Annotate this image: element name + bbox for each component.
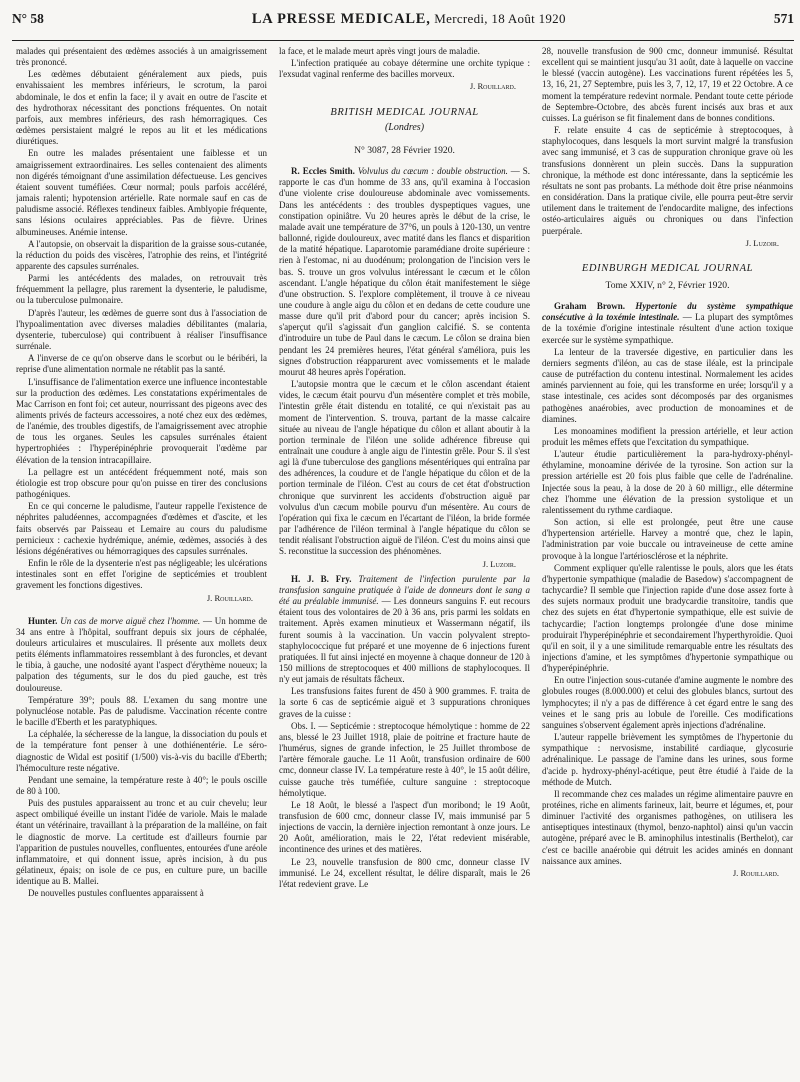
paragraph: Son action, si elle est prolongée, peut être une cause d'hypertension artérielle. Harvey a montré que, chez le lapin, l'administration par voie buccale ou intraveineuse de cette amine provoque à la longue l'artériosclérose et la néphrite.	[542, 517, 793, 561]
paragraph: Le 23, nouvelle transfusion de 800 cmc, donneur classe IV immunisé. Le 24, excellent résultat, le délire disparaît, mais le 26 l'état redevient grave. Le	[279, 856, 530, 889]
signature: J. Luzoir.	[745, 237, 779, 248]
article-text: — Les donneurs sanguins F. eut recours étaient tous des volontaires de 20 à 36 ans, pris parmi les soldats en traitement. Après examen minutieux et Wassermann négatif, ils furent soumis à la vaccination. Un vaccin polyvalent strepto-staphylococcique fut préparé et une moyenne de 6 injections furent pratiquées. Il fut ainsi injecté en moyenne à chaque donneur de 120 à 150 millions de streptocoques et 400 millions de staphylocoques. Il n'y eut jamais de résultats fâcheux.	[279, 596, 530, 685]
paragraph: En ce qui concerne le paludisme, l'auteur rappelle l'existence de néphrites paludéennes, accompagnées d'œdèmes et d'ascite, et les faits observés par Paisseau et Lemaire au cours du paludisme pernicieux : cachexie hydrémique, anémie, œdèmes, associés à des lésions dégénératives ou hémorragiques des capsules surrénales.	[16, 501, 267, 556]
masthead	[252, 11, 566, 28]
paragraph: Puis des pustules apparaissent au tronc et au cuir chevelu; leur aspect ombiliqué éveille un instant l'idée de variole. Mais le malade étant un vétérinaire, travaillant à la préparation de la malléine, on fait le diagnostic de morve. La certitude est d'ailleurs fournie par l'apparition de pustules nouvelles, confluentes, entourées d'une aréole inflammatoire, et qui donnent issue, après incision, à du pus gélatineux, épais; on isole de ce pus, en culture pure, un bacille identique au B. Mallei.	[16, 798, 267, 887]
paragraph: Parmi les antécédents des malades, on retrouvait très fréquemment la pellagre, plus rarement la dysenterie, le paludisme, ou la tuberculose pulmonaire.	[16, 273, 267, 306]
paragraph: L'auteur étudie particulièrement la para-hydroxy-phényl-éthylamine, monoamine dérivée de la tyrosine. Son action sur la pression artérielle est 20 fois plus faible que celle de l'adrénaline. Injectée sous la peau, à la dose de 20 à 60 milligr., elle détermine chez l'homme une élévation de la pression systolique et un ralentissement du rythme cardiaque.	[542, 449, 793, 515]
article-author: H. J. B. Fry.	[291, 573, 352, 584]
spacer	[16, 608, 267, 616]
article-text: — La plupart des symptômes de la toxémie d'origine intestinale résultent d'une action toxique exercée sur le système sympathique.	[542, 312, 793, 345]
article-title: Traitement de l'infection purulente par la transfusion sanguine pratiquée à l'aide de donneurs dont le sang a été au préalable immunisé.	[279, 573, 530, 607]
article-title: Volvulus du cæcum : double obstruction.	[357, 166, 508, 177]
paragraph: Pendant une semaine, la température reste à 40°; le pouls oscille de 80 à 100.	[16, 774, 267, 796]
paragraph: A l'autopsie, on observait la disparition de la graisse sous-cutanée, la réduction du poids des viscères, l'atrophie des reins, et l'intégrité apparente des capsules surrénales.	[16, 238, 267, 271]
paragraph: Enfin le rôle de la dysenterie n'est pas négligeable; les ulcérations intestinales sont en effet l'origine de septicémies et troublent gravement les fonctions digestives.	[16, 558, 267, 591]
issue-date: Mercredi, 18 Août 1920	[434, 10, 566, 26]
paragraph: Comment expliquer qu'elle ralentisse le pouls, alors que les états d'hypertonie sympathique (maladie de Basedow) s'accompagnent de tachycardie? Il semble que l'injection rapide d'une dose assez forte à des sujets normaux produit une bradycardie transitoire, tandis que chez des sujets en état d'hypertonie sympathique, elle est suivie de tachycardie; l'action longtemps prolongée d'une dose minime produirait l'hyperépinéphrie et secondairement l'hyperthyroïdie. Quoi qu'il en soit, il y a une similitude remarquable entre les résultats des injections d'amine, et les symptômes d'hypertonie sympathique ou d'hyperépinéphrie.	[542, 562, 793, 674]
paragraph: Il recommande chez ces malades un régime alimentaire pauvre en protéines, riche en aliments farineux, lait, beurre et légumes, et, pour diminuer l'activité des organismes pathogènes, on utilisera les antiseptiques intestinaux (thymol, benzo-naphtol) ainsi qu'un vaccin autogène, préparé avec le B. aminophilus intestinalis (Berthelot), car c'est ce bacille anaérobie qui détruit les acides aminés en donnant naissance aux amines.	[542, 788, 793, 866]
paragraph: Le 18 Août, le blessé a l'aspect d'un moribond; le 19 Août, transfusion de 600 cmc, donneur classe IV, mais immunisé par 5 injections de vaccin, la dernière injection remontant à onze jours. Le 20 Août, amélioration, mais le 22, l'état redevient misérable, incontinence des urines et des matières.	[279, 799, 530, 855]
article-lead	[279, 574, 530, 686]
header-rule	[12, 40, 794, 41]
column-1	[16, 46, 267, 1078]
paragraph: Les transfusions faites furent de 450 à 900 grammes. F. traita de la sorte 6 cas de septicémie aiguë et 3 suppurations chroniques graves de la cuisse :	[279, 686, 530, 719]
article-author: R. Eccles Smith.	[291, 166, 355, 177]
paragraph: En outre les malades présentaient une faiblesse et un amaigrissement extraordinaires. Les selles contenaient des aliments non digérés témoignant d'une assimilation défectueuse. Les gencives étaient souvent tuméfiées. Cœur normal; pouls parfois accéléré, jamais ralenti; hypotension artérielle. Rate normale sauf en cas de paludisme associé. Réflexes tendineux faibles. Amblyopie fréquente, sans lésions oculaires appréciables. Pas de fièvre. Urines albumineuses. Anémie intense.	[16, 148, 267, 237]
columns	[16, 46, 794, 1078]
signature: J. Luzoir.	[482, 558, 516, 569]
paragraph: F. relate ensuite 4 cas de septicémie à streptocoques, à staphylocoques, dans lesquels la mort survint malgré la transfusion avec sang immunisé, et 3 cas de suppuration chronique grave où les transfusions donnèrent un plein succès. Dans la suppuration chronique, la méthode est donc intéressante, dans la septicémie les résultats ne sont pas probants. La méthode doit être prise néanmoins en considération. Dans la pratique civile, elle pourra peut-être servir utilement dans le traitement de l'endocardite maligne, des infections ostéo-articulaires aiguës ou chroniques ou dans l'infection puerpérale.	[542, 125, 793, 236]
article-text: — S. rapporte le cas d'un homme de 33 ans, qu'il examina à l'occasion d'une violente crise douloureuse abdominale avec vomissements. Dans les antécédents : des troubles dyspeptiques vagues, une constipation opiniâtre. Vu 20 heures après le début de la crise, le malade avait une température de 37°6, un pouls à 120-130, un ventre ballonné, rigide douloureux, avec matité dans les flancs et disparition de la matité hépatique. Laparotomie paramédiane droite supérieure : rien à l'estomac, ni au duodénum; prolongation de l'incision vers le bas. S. trouve un gros volvulus intéressant le cæcum et le côlon ascendant. L'angle hépatique du côlon était manifestement le siège d'une obstruction. S. l'explore complètement, il trouve à ce niveau une coudure à angle aigu du côlon et en dedans de cette coudure une masse dure qu'il prit d'abord pour du cancer; après incision S. s'aperçut qu'il s'agissait d'un ganglion calcifié. S. se contenta d'introduire un tube de Paul dans le cæcum. Le côlon se draina bien pendant les 24 premières heures, l'état général s'améliora, puis les signes d'obstruction réapparurent avec vomissements et le malade mourut 48 heures après l'opération.	[279, 166, 530, 377]
paragraph: L'infection pratiquée au cobaye détermine une orchite typique : l'exsudat vaginal renferme des bacilles morveux.	[279, 58, 530, 80]
paragraph: A l'inverse de ce qu'on observe dans le scorbut ou le béribéri, la reprise d'une alimentation normale ne rétablit pas la santé.	[16, 353, 267, 375]
paragraph: La céphalée, la sécheresse de la langue, la dissociation du pouls et de la température font penser à une dothiénentérie. Le séro-diagnostic de Widal est positif (1/500) vis-à-vis du bacille d'Eberth; l'hémoculture reste négative.	[16, 729, 267, 773]
paragraph: Les monoamines modifient la pression artérielle, et leur action produit les mêmes effets que l'excitation du sympathique.	[542, 425, 793, 447]
signature: J. Rouillard.	[732, 867, 779, 878]
paragraph: D'après l'auteur, les œdèmes de guerre sont dus à l'association de l'hypoalimentation avec diverses maladies débilitantes (malaria, dysenterie, tuberculose) qui contribuent à réaliser l'insuffisance surrénale.	[16, 307, 267, 352]
journal-title: LA PRESSE MEDICALE,	[251, 10, 431, 27]
article-title: Hypertonie du système sympathique consécutive à la toxémie intestinale.	[542, 301, 793, 323]
paragraph: 28, nouvelle transfusion de 900 cmc, donneur immunisé. Résultat excellent qui se maintient jusqu'au 31 août, date à laquelle on vaccine le blessé (vaccin autogène). Les vaccinations furent répétées les 5, 13, 16, 21, 27 Septembre, puis les 3, 7, 12, 17, 19 et 22 Octobre. A ce moment la température redevint normale. Pendant toute cette période de Septembre-Octobre, des abcès furent incisés aux bras et aux cuisses. La guérison se fit finalement dans de bonnes conditions.	[542, 46, 793, 123]
paragraph: La lenteur de la traversée digestive, en particulier dans les derniers segments d'iléon, au cas de stase iléale, est la principale cause de putréfaction du contenu intestinal. Normalement les acides aminés parviennent au foie, qui les transforme en urée; lorsqu'il y a stase intestinale, ces acides sont décomposés par des organismes pathogènes anaérobies, avec production de monoamines et de diamines.	[542, 346, 793, 424]
article-title: Un cas de morve aiguë chez l'homme.	[60, 615, 201, 626]
paragraph: En outre l'injection sous-cutanée d'amine augmente le nombre des globules rouges (8.000.000) et celui des globules blancs, surtout des lymphocytes; il n'y a pas de différence à cet égard entre le sang des veines et le sang pris au lobule de l'oreille. Ces modifications sanguines s'observent également après injections d'adrénaline.	[542, 675, 793, 730]
paragraph: Obs. I. — Septicémie : streptocoque hémolytique : homme de 22 ans, blessé le 23 Juillet 1918, plaie de poitrine et fracture haute de l'humérus, signes de grande infection, le 25 Juillet thrombose de l'artère fémorale gauche. Le 11 Août, transfusion ordinaire de 600 cmc, donneur classe IV. La température reste à 40°, le 15 août délire, cuisse gauche très tuméfiée, culture sanguine : streptocoque hémolytique.	[279, 720, 530, 798]
column-3	[542, 46, 793, 1078]
article-author: Graham Brown.	[554, 301, 625, 312]
section-heading: BRITISH MEDICAL JOURNAL	[330, 106, 479, 118]
section-heading: EDINBURGH MEDICAL JOURNAL	[581, 262, 754, 274]
issue-line: N° 3087, 28 Février 1920.	[354, 144, 455, 156]
paragraph: L'autopsie montra que le cæcum et le côlon ascendant étaient vides, le cæcum était pourvu d'un mésentère complet et très mobile, l'intestin grêle était distendu en totalité, ce qui n'existait pas au moment de l'intervention. S. trouva, partant de la masse calcaire située au niveau de l'angle hépatique du côlon et allant aboutir à la portion terminale de l'iléon une solide adhérence fibreuse qui entraînait une coudure à angle aigu de l'intestin grêle. Pour S. il s'est agi là d'une tuberculose des ganglions mésentériques qui entraîna par des adhérences, la coudure et de l'angle hépatique du côlon et de la portion terminale de l'iléon. C'est au cours de cet état d'obstruction chronique que survinrent les accidents d'obstruction aiguë par volvulus d'un cæcum mobile pourvu d'un mésentère. Au cours de l'opération qui fixa le cæcum en l'écartant de l'iléon, la bride formée par l'adhérence de l'iléon terminal à l'angle hépatique du côlon se tendit réalisant l'obstruction aiguë de l'iléon. C'est du moins ainsi que S. reconstitue la succession des phénomènes.	[279, 379, 530, 557]
paragraph: malades qui présentaient des œdèmes associés à un amaigrissement très prononcé.	[16, 46, 267, 68]
article-author: Hunter.	[28, 615, 58, 626]
page-number: 571	[773, 11, 794, 26]
issue-number: N° 58	[12, 11, 44, 26]
paragraph: L'insuffisance de l'alimentation exerce une influence incontestable sur la production des œdèmes. Les constatations expérimentales de Mac Carrison en font foi; cet auteur, nourrissant des pigeons avec des aliments privés de facteurs accessoires, a noté chez eux des œdèmes, de l'anémie, des troubles digestifs, de l'amaigrissement avec atrophie de tous les organes. Seules les capsules surrénales étaient hypertrophiées : l'hyperépinéphrie provoquerait l'œdème par élévation de la tension intracapillaire.	[16, 376, 267, 465]
paragraph: la face, et le malade meurt après vingt jours de maladie.	[279, 46, 480, 56]
section-subheading: (Londres)	[384, 121, 425, 133]
paragraph: Température 39°; pouls 88. L'examen du sang montre une polynucléose notable. Pas de paludisme. Vaccination récente contre le bacille d'Eberth et les paratyphiques.	[16, 694, 267, 728]
paragraph: La pellagre est un antécédent fréquemment noté, mais son étiologie est trop obscure pour qu'on puisse en tirer des conclusions pathogéniques.	[16, 466, 267, 500]
article-text: — Un homme de 34 ans entre à l'hôpital, souffrant depuis six jours de céphalée, douleurs articulaires et musculaires. Il présente aux mollets deux petits éléments inflammatoires ressemblant à des furoncles, et devant le tibia, à gauche, une nodosité ayant l'aspect d'érythème noueux; la palpation des téguments, sur le dos du pied gauche, est très douloureuse.	[16, 615, 267, 693]
issue-line: Tome XXIV, n° 2, Février 1920.	[605, 279, 730, 291]
article-lead	[279, 166, 530, 378]
paragraph: L'auteur rappelle brièvement les symptômes de l'hypertonie du sympathique : nervosisme, instabilité cardiaque, glycosurie adrénalinique. Le passage de l'amine dans les urines, sous forme d'acide p. hydroxy-phényl-acétique, peut être étudié à l'aide de la méthode de Mutch.	[542, 732, 793, 787]
paragraph: De nouvelles pustules confluentes apparaissent à	[28, 888, 204, 899]
signature: J. Rouillard.	[469, 81, 516, 92]
paragraph: Les œdèmes débutaient généralement aux pieds, puis envahissaient les membres inférieurs, le scrotum, la paroi abdominale, le dos et enfin la face; il y avait en outre de l'ascite et des hydrothorax nécessitant des ponctions fréquentes. On notait parfois, aux membres inférieurs, des rash hémorragiques. Ces œdèmes persistaient malgré le repos au lit et les médications diurétiques.	[16, 69, 267, 147]
article-lead	[542, 301, 793, 346]
article-lead	[16, 616, 267, 694]
page-header	[12, 2, 794, 36]
signature: J. Rouillard.	[206, 592, 253, 603]
column-2	[279, 46, 530, 1078]
